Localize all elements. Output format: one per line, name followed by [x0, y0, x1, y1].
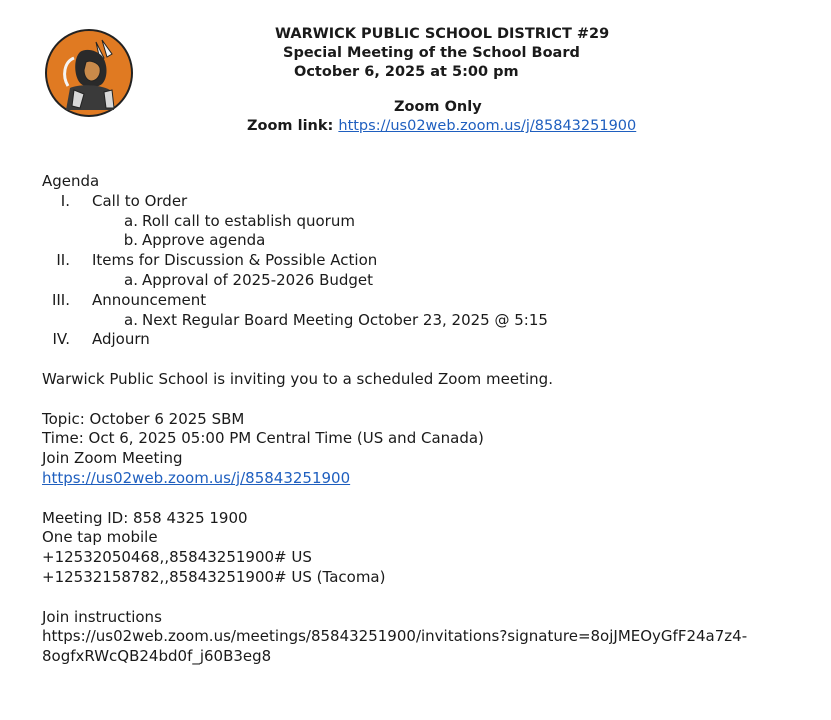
agenda-subitem-letter: a. — [124, 270, 138, 289]
zoom-link-label: Zoom link: — [247, 118, 334, 134]
invite-topic: Topic: October 6 2025 SBM — [42, 409, 245, 428]
agenda-subitem — [42, 271, 802, 291]
join-instructions-label: Join instructions — [42, 607, 162, 626]
agenda-subitem — [42, 311, 802, 331]
agenda-item-number: III. — [51, 290, 70, 309]
one-tap-label: One tap mobile — [42, 528, 158, 547]
agenda-item-number: IV. — [52, 330, 70, 349]
phone-number: +12532158782,,85843251900# US (Tacoma) — [42, 567, 386, 586]
agenda-item-number: I. — [60, 191, 70, 210]
agenda-subitem-label: Approve agenda — [142, 231, 266, 250]
meeting-id: Meeting ID: 858 4325 1900 — [42, 508, 248, 527]
agenda-subitem-letter: a. — [124, 211, 138, 230]
agenda-title: Agenda — [42, 172, 100, 190]
agenda-subitem-label: Approval of 2025-2026 Budget — [142, 270, 374, 289]
join-zoom-link[interactable]: https://us02web.zoom.us/j/85843251900 — [42, 468, 351, 487]
agenda-item — [42, 192, 802, 212]
zoom-link[interactable]: https://us02web.zoom.us/j/85843251900 — [338, 118, 637, 134]
district-title: WARWICK PUBLIC SCHOOL DISTRICT #29 — [275, 26, 610, 42]
join-instructions-url: https://us02web.zoom.us/meetings/85843251900/invitations?signature=8ojJMEOyGfF24a7z4- — [42, 627, 748, 646]
document-body — [42, 172, 802, 667]
invite-time: Time: Oct 6, 2025 05:00 PM Central Time (US and Canada) — [42, 429, 484, 448]
meeting-type: Special Meeting of the School Board — [283, 45, 580, 61]
agenda-item-label: Items for Discussion & Possible Action — [92, 251, 378, 270]
agenda-subitem-label: Roll call to establish quorum — [142, 211, 355, 230]
invite-intro: Warwick Public School is inviting you to a scheduled Zoom meeting. — [42, 369, 553, 388]
agenda-subitem-letter: a. — [124, 310, 138, 329]
zoom-link-line — [247, 118, 636, 134]
agenda-item-label: Call to Order — [92, 191, 188, 210]
agenda-item-label: Adjourn — [92, 330, 150, 349]
agenda-subitem-letter: b. — [123, 231, 138, 250]
agenda-subitem — [42, 231, 802, 251]
agenda-item — [42, 251, 802, 271]
agenda-subitem — [42, 212, 802, 232]
agenda-item-number: II. — [56, 251, 70, 270]
meeting-mode: Zoom Only — [394, 99, 482, 115]
agenda-item-label: Announcement — [92, 290, 207, 309]
district-logo-icon — [44, 28, 134, 118]
agenda-subitem-label: Next Regular Board Meeting October 23, 2025 @ 5:15 — [142, 310, 548, 329]
agenda-item — [42, 291, 802, 311]
join-instructions-url-cont: 8ogfxRWcQB24bd0f_j60B3eg8 — [42, 647, 272, 666]
join-label: Join Zoom Meeting — [42, 449, 183, 468]
phone-number: +12532050468,,85843251900# US — [42, 548, 312, 567]
agenda-item — [42, 330, 802, 350]
meeting-date-time: October 6, 2025 at 5:00 pm — [294, 64, 519, 80]
